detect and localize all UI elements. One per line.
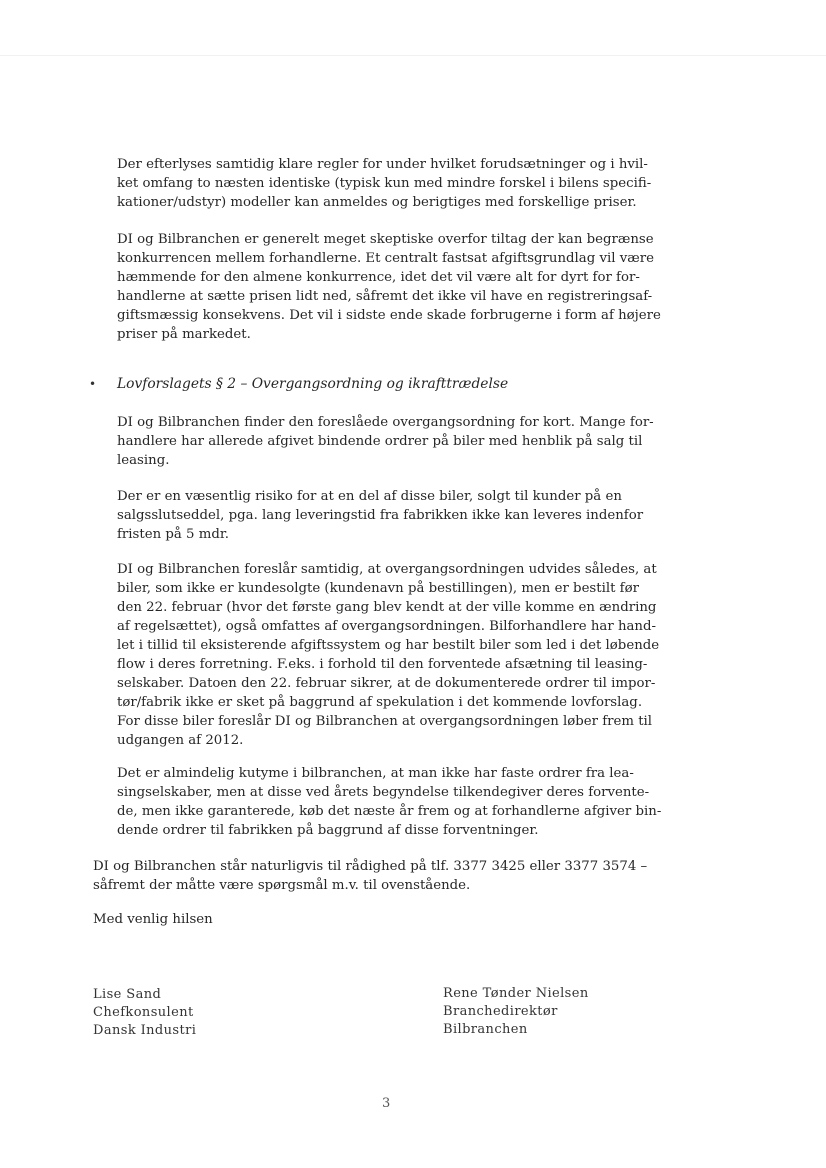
paragraph-transition-short: DI og Bilbranchen finder den foreslåede overgangsordning for kort. Mange for- handlere har allerede afgivet bindende ordrer på biler med henblik på salg til leasing. — [117, 415, 654, 468]
closing-salutation: Med venlig hilsen — [93, 912, 213, 927]
paragraph-competition: DI og Bilbranchen er generelt meget skeptiske overfor tiltag der kan begrænse konkurrencen mellem forhandlerne. Et centralt fastsat afgiftsgrundlag vil være hæmmende for den almene konkurrence, idet det vil være alt for dyrt for for- handlerne at sætte prisen lidt ned, såfremt det ikke vil have en registreringsaf- giftsmæssig konsekvens. Det vil i sidste ende skade forbrugerne i form af højere priser på markedet. — [117, 232, 661, 342]
paragraph-delivery-risk: Der er en væsentlig risiko for at en del af disse biler, solgt til kunder på en salgsslutseddel, pga. lang leveringstid fra fabrikken ikke kan leveres indenfor fristen på 5 mdr. — [117, 489, 644, 542]
signer-title: Chefkonsulent — [93, 1005, 194, 1020]
signer-name: Rene Tønder Nielsen — [443, 986, 589, 1001]
paragraph-model-pricing: Der efterlyses samtidig klare regler for under hvilket forudsætninger og i hvil- ket omfang to næsten identiske (typisk kun med mindre forskel i bilens specifi- kationer/udstyr) modeller kan anmeldes og berigtiges med forskellige priser. — [117, 157, 652, 210]
bullet-icon: • — [89, 377, 97, 391]
signer-organization: Dansk Industri — [93, 1023, 197, 1038]
paragraph-leasing-custom: Det er almindelig kutyme i bilbranchen, at man ikke har faste ordrer fra lea- singselskaber, men at disse ved årets begyndelse tilkendegiver deres forvente- de, men ikke garanterede, køb det næste år frem og at forhandlerne afgiver bin- dende ordrer til fabrikken på baggrund af disse forventninger. — [117, 766, 662, 838]
signature-left — [93, 986, 196, 1040]
section-heading: Lovforslagets § 2 – Overgangsordning og ikrafttrædelse — [117, 376, 509, 392]
paragraph-proposal: DI og Bilbranchen foreslår samtidig, at overgangsordningen udvides således, at biler, som ikke er kundesolgte (kundenavn på bestillingen), men er bestilt før den 22. februar (hvor det første gang blev kendt at der ville komme en ændring af regelsættet), også omfattes af overgangsordningen. Bilforhandlere har hand- let i tillid til eksisterende afgiftssystem og har bestilt biler som led i det løbende flow i deres forretning. F.eks. i forhold til den forventede afsætning til leasing- selskaber. Datoen den 22. februar sikrer, at de dokumenterede ordrer til impor- tør/fabrik ikke er sket på baggrund af spekulation i det kommende lovforslag. For disse biler foreslår DI og Bilbranchen at overgangsordningen løber frem til udgangen af 2012. — [117, 562, 660, 748]
signer-title: Branchedirektør — [443, 1004, 558, 1019]
signature-right — [443, 985, 589, 1039]
paragraph-contact: DI og Bilbranchen står naturligvis til rådighed på tlf. 3377 3425 eller 3377 3574 – såfremt der måtte være spørgsmål m.v. til ovenstående. — [93, 859, 648, 893]
signer-name: Lise Sand — [93, 987, 162, 1002]
page-number: 3 — [382, 1096, 391, 1111]
scan-edge-line — [0, 55, 826, 56]
signer-organization: Bilbranchen — [443, 1022, 528, 1037]
